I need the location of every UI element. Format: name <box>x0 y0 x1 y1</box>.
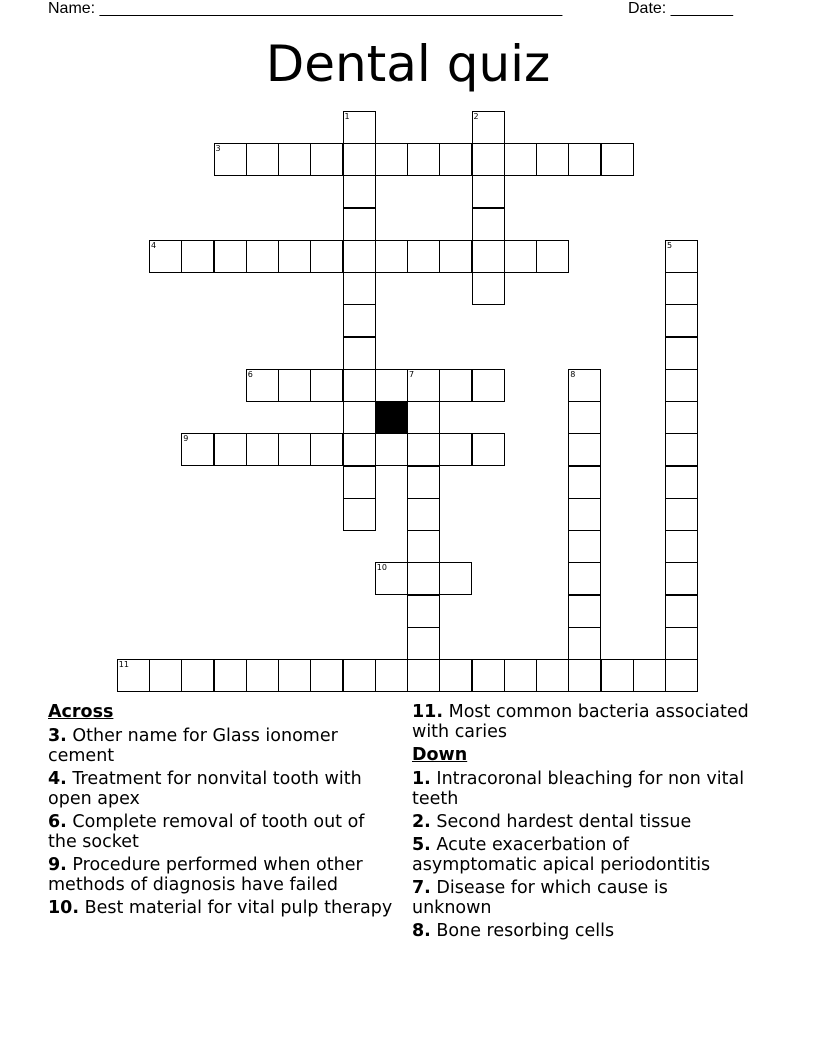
clue-number-label: 6 <box>247 369 253 379</box>
clue-number: 5. <box>412 835 431 855</box>
grid-cell[interactable] <box>343 272 376 305</box>
grid-cell[interactable] <box>407 401 440 434</box>
grid-cell[interactable] <box>665 401 698 434</box>
grid-cell[interactable] <box>310 240 343 273</box>
grid-cell[interactable] <box>568 530 601 563</box>
grid-cell[interactable] <box>343 240 376 273</box>
clue-text: Second hardest dental tissue <box>436 812 692 832</box>
grid-cell[interactable] <box>601 659 634 692</box>
grid-cell[interactable] <box>343 659 376 692</box>
grid-cell[interactable] <box>375 562 408 595</box>
date-field-label: Date: _______ <box>628 0 733 17</box>
grid-cell[interactable] <box>472 240 505 273</box>
grid-cell[interactable] <box>343 498 376 531</box>
grid-cell[interactable] <box>343 143 376 176</box>
grid-cell[interactable] <box>375 433 408 466</box>
grid-cell[interactable] <box>472 208 505 241</box>
grid-cell[interactable] <box>504 240 537 273</box>
clue-number: 11. <box>412 702 444 722</box>
grid-cell[interactable] <box>343 466 376 499</box>
across-heading: Across <box>48 702 114 722</box>
grid-cell[interactable] <box>278 143 311 176</box>
grid-cell[interactable] <box>407 595 440 628</box>
grid-cell[interactable] <box>439 562 472 595</box>
grid-cell[interactable] <box>536 659 569 692</box>
grid-cell[interactable] <box>472 433 505 466</box>
clues-left-column <box>48 702 393 921</box>
clue-number: 10. <box>48 898 80 918</box>
grid-cell[interactable] <box>665 433 698 466</box>
clue-text: Procedure performed when other methods of diagnosis have failed <box>48 855 363 895</box>
name-field-label: Name: ____________________________________________________ <box>48 0 563 17</box>
grid-cell[interactable] <box>633 659 666 692</box>
grid-cell[interactable] <box>665 659 698 692</box>
clue-number-label: 9 <box>183 434 189 444</box>
grid-cell[interactable] <box>278 659 311 692</box>
clues-right-column <box>412 702 752 944</box>
clue-text: Intracoronal bleaching for non vital teeth <box>412 769 745 809</box>
clue-number: 1. <box>412 769 431 789</box>
grid-cell[interactable] <box>343 304 376 337</box>
down-clue <box>412 878 752 918</box>
clue-number: 3. <box>48 726 67 746</box>
grid-cell[interactable] <box>568 498 601 531</box>
grid-cell[interactable] <box>278 369 311 402</box>
grid-cell[interactable] <box>568 401 601 434</box>
down-clue <box>412 769 752 809</box>
grid-cell[interactable] <box>343 111 376 144</box>
grid-cell[interactable] <box>343 433 376 466</box>
grid-cell[interactable] <box>214 143 247 176</box>
clue-number: 2. <box>412 812 431 832</box>
page-title: Dental quiz <box>265 35 551 93</box>
grid-cell[interactable] <box>568 433 601 466</box>
grid-cell[interactable] <box>439 143 472 176</box>
grid-cell[interactable] <box>246 240 279 273</box>
grid-cell[interactable] <box>278 240 311 273</box>
clue-number-label: 11 <box>118 660 129 669</box>
across-clue <box>48 898 393 918</box>
clue-number-label: 5 <box>667 240 673 250</box>
grid-cell[interactable] <box>343 369 376 402</box>
grid-cell[interactable] <box>246 369 279 402</box>
grid-cell[interactable] <box>407 369 440 402</box>
grid-cell[interactable] <box>472 272 505 305</box>
grid-cell[interactable] <box>246 659 279 692</box>
grid-cell[interactable] <box>472 111 505 144</box>
clue-number: 4. <box>48 769 67 789</box>
grid-cell[interactable] <box>439 659 472 692</box>
clue-number-label: 8 <box>570 369 576 379</box>
clue-number-label: 4 <box>151 240 157 250</box>
grid-cell[interactable] <box>568 562 601 595</box>
grid-cell[interactable] <box>504 659 537 692</box>
down-clue <box>412 921 752 941</box>
clue-text: Best material for vital pulp therapy <box>84 898 393 918</box>
grid-cell[interactable] <box>665 466 698 499</box>
grid-cell[interactable] <box>568 659 601 692</box>
grid-cell[interactable] <box>343 208 376 241</box>
grid-cell[interactable] <box>407 530 440 563</box>
clue-number-label: 10 <box>376 563 387 573</box>
clue-number: 8. <box>412 921 431 941</box>
clue-text: Treatment for nonvital tooth with open apex <box>48 769 362 809</box>
clue-text: Disease for which cause is unknown <box>412 878 668 918</box>
clue-number: 7. <box>412 878 431 898</box>
grid-cell[interactable] <box>407 627 440 660</box>
grid-cell[interactable] <box>665 240 698 273</box>
grid-cell[interactable] <box>568 627 601 660</box>
grid-cell[interactable] <box>665 627 698 660</box>
grid-cell[interactable] <box>149 240 182 273</box>
down-heading: Down <box>412 745 468 765</box>
clue-text: Complete removal of tooth out of the socket <box>48 812 365 852</box>
grid-cell[interactable] <box>439 369 472 402</box>
across-clue <box>48 812 393 852</box>
clue-number-label: 3 <box>215 144 221 153</box>
grid-cell[interactable] <box>665 498 698 531</box>
grid-cell[interactable] <box>665 369 698 402</box>
grid-cell[interactable] <box>310 143 343 176</box>
grid-cell[interactable] <box>375 369 408 402</box>
grid-cell[interactable] <box>181 240 214 273</box>
grid-cell[interactable] <box>665 337 698 370</box>
grid-cell[interactable] <box>407 659 440 692</box>
grid-cell[interactable] <box>375 143 408 176</box>
grid-cell[interactable] <box>407 240 440 273</box>
grid-cell[interactable] <box>407 562 440 595</box>
grid-cell[interactable] <box>536 240 569 273</box>
grid-cell[interactable] <box>568 595 601 628</box>
grid-cell[interactable] <box>117 659 150 692</box>
grid-cell[interactable] <box>246 433 279 466</box>
black-cell <box>375 401 408 434</box>
clue-number: 6. <box>48 812 67 832</box>
clue-number-label: 7 <box>409 369 415 379</box>
grid-cell[interactable] <box>665 595 698 628</box>
clue-text: Other name for Glass ionomer cement <box>48 726 338 766</box>
grid-cell[interactable] <box>536 143 569 176</box>
grid-cell[interactable] <box>665 272 698 305</box>
across-clue <box>48 769 393 809</box>
grid-cell[interactable] <box>568 143 601 176</box>
grid-cell[interactable] <box>665 530 698 563</box>
clue-text: Acute exacerbation of asymptomatic apical periodontitis <box>412 835 711 875</box>
grid-cell[interactable] <box>310 433 343 466</box>
grid-cell[interactable] <box>407 466 440 499</box>
grid-cell[interactable] <box>310 369 343 402</box>
grid-cell[interactable] <box>246 143 279 176</box>
grid-cell[interactable] <box>407 143 440 176</box>
grid-cell[interactable] <box>181 433 214 466</box>
grid-cell[interactable] <box>472 143 505 176</box>
grid-cell[interactable] <box>568 466 601 499</box>
across-clue <box>48 726 393 766</box>
clue-number: 9. <box>48 855 67 875</box>
grid-cell[interactable] <box>439 240 472 273</box>
grid-cell[interactable] <box>181 659 214 692</box>
grid-cell[interactable] <box>278 433 311 466</box>
down-clue <box>412 812 752 832</box>
down-clue <box>412 835 752 875</box>
grid-cell[interactable] <box>343 401 376 434</box>
grid-cell[interactable] <box>149 659 182 692</box>
grid-cell[interactable] <box>407 433 440 466</box>
grid-cell[interactable] <box>601 143 634 176</box>
grid-cell[interactable] <box>665 304 698 337</box>
grid-cell[interactable] <box>472 175 505 208</box>
clue-text: Bone resorbing cells <box>436 921 615 941</box>
grid-cell[interactable] <box>439 433 472 466</box>
grid-cell[interactable] <box>504 143 537 176</box>
grid-cell[interactable] <box>407 498 440 531</box>
grid-cell[interactable] <box>343 337 376 370</box>
clue-number-label: 1 <box>344 111 350 121</box>
grid-cell[interactable] <box>375 240 408 273</box>
across-clue <box>412 702 752 742</box>
grid-cell[interactable] <box>568 369 601 402</box>
grid-cell[interactable] <box>310 659 343 692</box>
clue-number-label: 2 <box>473 111 479 121</box>
across-clue <box>48 855 393 895</box>
grid-cell[interactable] <box>214 433 247 466</box>
grid-cell[interactable] <box>214 659 247 692</box>
grid-cell[interactable] <box>665 562 698 595</box>
grid-cell[interactable] <box>214 240 247 273</box>
grid-cell[interactable] <box>375 659 408 692</box>
grid-cell[interactable] <box>472 369 505 402</box>
grid-cell[interactable] <box>472 659 505 692</box>
grid-cell[interactable] <box>343 175 376 208</box>
clue-text: Most common bacteria associated with caries <box>412 702 749 742</box>
